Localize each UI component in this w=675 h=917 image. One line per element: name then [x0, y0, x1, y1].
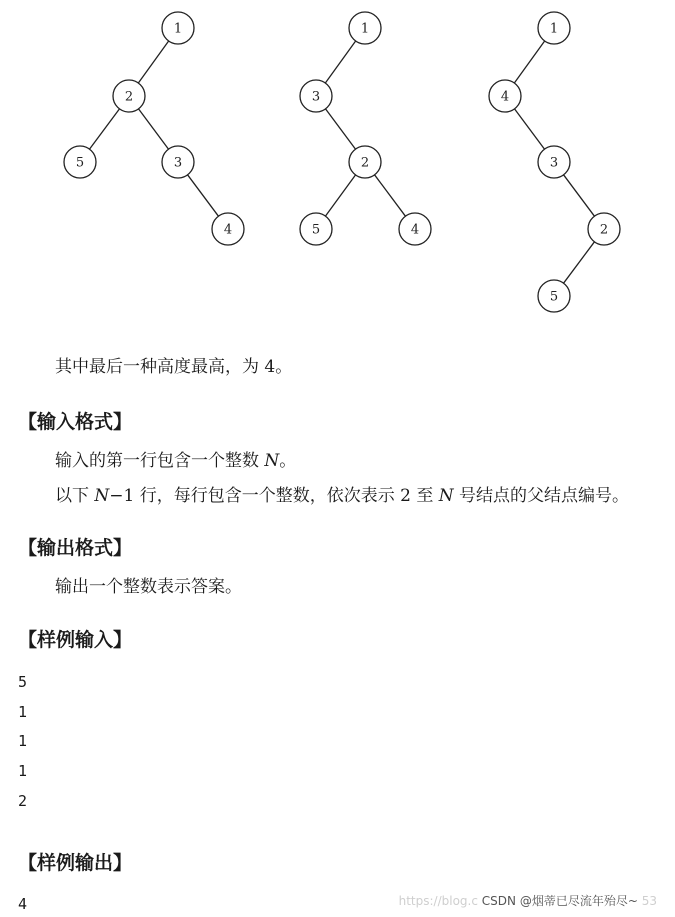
tree-node — [162, 146, 194, 178]
tree-node — [349, 146, 381, 178]
tree-node — [538, 280, 570, 312]
var-n: N — [438, 486, 454, 506]
tree-node-label: 3 — [549, 155, 559, 171]
tree-node — [300, 213, 332, 245]
tree-edge — [326, 109, 356, 149]
tree-node-label: 1 — [173, 21, 183, 37]
tree-node-label: 2 — [360, 155, 370, 171]
input-format-line-2 — [55, 485, 629, 507]
input-line2-prefix: 以下 — [55, 486, 95, 506]
tree-node — [399, 213, 431, 245]
input-line1-suffix: 。 — [279, 451, 297, 471]
sample-input-line: 1 — [18, 762, 28, 780]
tree-node — [538, 12, 570, 44]
watermark-text: CSDN @烟蒂已尽流年殆尽~ — [481, 894, 638, 908]
sample-input-line: 2 — [18, 792, 28, 810]
watermark-tail: 53 — [641, 894, 657, 908]
tree-node-label: 4 — [410, 222, 420, 238]
tree-diagrams — [0, 0, 675, 330]
tree-node-label: 1 — [360, 21, 370, 37]
tree-node — [162, 12, 194, 44]
tree-node — [113, 80, 145, 112]
tree-node-label: 4 — [223, 222, 233, 238]
output-format-line-1: 输出一个整数表示答案。 — [55, 577, 242, 597]
minus-one: −1 — [109, 486, 135, 506]
output-format-heading: 【输出格式】 — [18, 537, 133, 559]
sample-input-line: 1 — [18, 732, 28, 750]
tree-node — [489, 80, 521, 112]
tree-edge — [188, 175, 219, 216]
tree-node — [538, 146, 570, 178]
sample-input-line: 5 — [18, 673, 28, 691]
intro-text — [55, 356, 292, 378]
tree-node-label: 4 — [500, 89, 510, 105]
input-line1-prefix: 输入的第一行包含一个整数 — [55, 451, 265, 471]
tree-node — [588, 213, 620, 245]
tree-edge — [138, 41, 168, 83]
watermark — [399, 892, 657, 909]
tree-edge — [514, 41, 544, 83]
tree-node-label: 5 — [75, 155, 85, 171]
sample-output-line: 4 — [18, 895, 28, 913]
tree-node-label: 2 — [124, 89, 134, 105]
sample-output-heading: 【样例输出】 — [18, 852, 133, 874]
tree-edge — [564, 242, 595, 283]
tree-edge — [325, 41, 355, 83]
tree-edge — [564, 175, 595, 216]
tree-node — [212, 213, 244, 245]
tree-edge — [515, 109, 545, 149]
var-n: N — [264, 451, 280, 471]
watermark-url: https://blog.c — [398, 894, 478, 908]
input-line2-end: 号结点的父结点编号。 — [453, 486, 630, 506]
tree-edge — [139, 109, 169, 149]
input-format-heading: 【输入格式】 — [18, 411, 133, 433]
tree-node — [349, 12, 381, 44]
input-format-line-1 — [55, 450, 296, 472]
tree-node-label: 3 — [173, 155, 183, 171]
sample-input-heading: 【样例输入】 — [18, 629, 133, 651]
tree-node — [300, 80, 332, 112]
tree-node-label: 3 — [311, 89, 321, 105]
tree-node — [64, 146, 96, 178]
var-n: N — [94, 486, 110, 506]
sample-input-line: 1 — [18, 703, 28, 721]
intro-line: 其中最后一种高度最高，为 4。 — [55, 357, 293, 377]
tree-edge — [325, 175, 355, 216]
tree-node-label: 2 — [599, 222, 609, 238]
tree-edge — [375, 175, 406, 216]
tree-edge — [90, 109, 120, 149]
tree-node-label: 5 — [311, 222, 321, 238]
input-line2-suffix: 行，每行包含一个整数，依次表示 2 至 — [134, 486, 439, 506]
tree-node-label: 1 — [549, 21, 559, 37]
tree-node-label: 5 — [549, 289, 559, 305]
